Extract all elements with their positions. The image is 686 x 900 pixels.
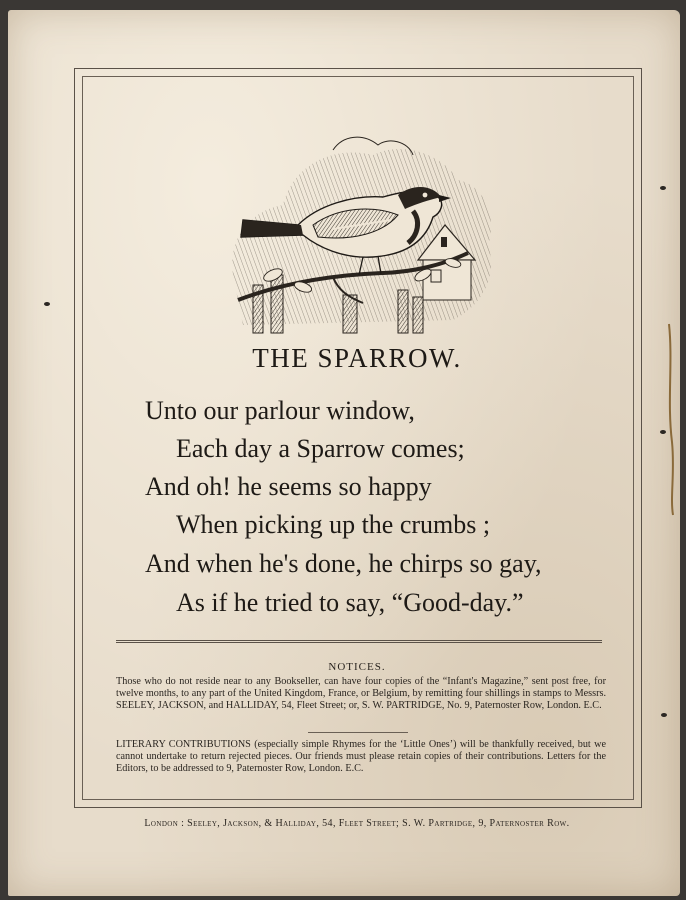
magazine-back-page bbox=[8, 10, 680, 896]
poem-title: THE SPARROW. bbox=[252, 343, 462, 373]
notices-heading: NOTICES. bbox=[328, 661, 386, 673]
poem-line-3: And oh! he seems so happy bbox=[145, 472, 432, 501]
sparrow-engraving-illustration bbox=[213, 125, 503, 340]
poem-line-2: Each day a Sparrow comes; bbox=[176, 434, 465, 463]
poem-line-6: As if he tried to say, “Good-day.” bbox=[176, 588, 524, 617]
notice-subscription: Those who do not reside near to any Bookseller, can have four copies of the “Infant's Magazine,” sent post free, for twelve months, to any part of the United Kingdom, France, or Belgium, by remitting four shillings in stamps to Messrs. SEELEY, JACKSON, and HALLIDAY, 54, Fleet Street; or, S. W. PARTRIDGE, No. 9, Paternoster Row, London. E.C. bbox=[116, 676, 606, 712]
poem-line-4: When picking up the crumbs ; bbox=[176, 510, 491, 539]
stitch-hole bbox=[44, 302, 50, 306]
stitch-hole bbox=[660, 186, 666, 190]
binding-thread bbox=[663, 322, 683, 517]
poem-line-1: Unto our parlour window, bbox=[145, 396, 415, 425]
notice-literary-contributions: LITERARY CONTRIBUTIONS (especially simple Rhymes for the ‘Little Ones’) will be thankfully received, but we cannot undertake to return rejected pieces. Our friends must please retain copies of their contributions. Letters for the Editors, to be addressed to 9, Paternoster Row, London. E.C. bbox=[116, 739, 606, 775]
poem-line-5: And when he's done, he chirps so gay, bbox=[145, 549, 542, 578]
publisher-imprint: London : Seeley, Jackson, & Halliday, 54, Fleet Street; S. W. Partridge, 9, Paternoster Row. bbox=[144, 818, 570, 829]
stitch-hole bbox=[660, 430, 666, 434]
notice-separator bbox=[308, 732, 408, 733]
stitch-hole bbox=[661, 713, 667, 717]
notices-divider bbox=[116, 640, 602, 643]
